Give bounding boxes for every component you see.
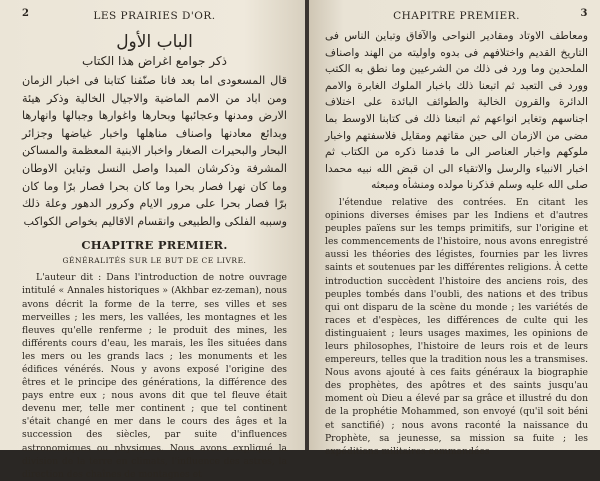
- right-page: [309, 0, 600, 457]
- page-number: 3: [580, 8, 588, 19]
- right-page-header: [325, 6, 588, 28]
- arabic-chapter-subtitle: ذكر جوامع اغراض هذا الكتاب: [82, 54, 227, 68]
- arabic-text-block: ومعاطف الاوتاد ومقادير النواحى والآفاق وتباين الناس فى التاريخ القديم واختلافهم فى بدوه واوليته من الهند واصناف الملحدين وما ورد فى ذلك من الشرعيين وما نطق به الكتب وورد فى التعبد ثم اتبعنا ذلك باخبار الملوك الغابرة والامم الدائرة والقرون الخالية والطوائف البائدة على اختلاف اجناسهم وتغاير انواعهم ثم اتبعنا ذلك فى كتابنا الاوسط بما مضى من الازمان الى حين مقاتهم ومقايل فلاسفتهم واخبار ملوكهم واخبار العناصر الى ما قدمنا ذكره من الكتاب ثم اخبار الانبياء والرسل والاتقياء الى ان قبض الله نبيه محمدا صلى الله عليه وسلم فذكرنا مولده ومنشأه ومبعثه: [325, 30, 588, 192]
- running-head: CHAPITRE PREMIER.: [393, 10, 520, 22]
- page-number: 2: [22, 8, 30, 19]
- french-paragraph: l'étendue relative des contrées. En citant les opinions diverses émises par les Indiens et d'autres peuples païens sur les temps primitifs, sur l'origine et les commencements de l'histoire, nous avons enregistré aussi les théories des légistes, fournies par les livres saints et soutenues par les différentes religions. À cette introduction succèdent l'histoire des anciens rois, des peuples tombés dans l'oubli, des nations et des tribus qui ont disparu de la scène du monde ; les variétés de races et d'espèces, les différences de culte qui les distinguaient ; leurs usages maximes, les opinions de leurs philosophes, l'histoire de leurs rois et de leurs empereurs, telles que la tradition nous les a transmises. Nous avons ajouté à ces faits généraux la biographie des prophètes, des apôtres et des saints jusqu'au moment où Dieu a élevé par sa grâce et illustré du don de la prophétie Mohammed, son envoyé (qu'il soit béni et sanctifié) ; nous avons raconté la naissance du Prophète, sa jeunesse, sa mission sa fuite ; les expéditions militaires commandées: [325, 196, 588, 457]
- left-page-header: [22, 6, 287, 28]
- chapter-subtitle: GÉNÉRALITÉS SUR LE BUT DE CE LIVRE.: [62, 256, 247, 266]
- arabic-text-block: قال المسعودى اما بعد فانا صنّفنا كتابنا فى اخبار الزمان ومن اباد من الامم الماضية والاجيال الخالية وذكر هيئة الارض ومدنها وعجائبها وبحارها واغوارها وجبالها وانهارها وبدائع معادنها واصناف مناهلها واخبار غياضها وجزائر البحار والبحيرات الصغار واخبار الابنية المعظمة والمساكن المشرفة وذكرشان المبدا واصل النسل وتباين الاوطان وما كان نهرا فصار بحرا وما كان بحرا فصار برّا وما كان برّا فصار بحرا على مرور الايام وكرور الدهور وعلة ذلك وسببه الفلكى والطبيعى وانقسام الاقاليم بخواص الكواكب: [22, 74, 287, 228]
- french-text-block: [325, 196, 588, 458]
- french-text-block: [22, 271, 287, 481]
- chapter-title: CHAPITRE PREMIER.: [81, 238, 228, 253]
- french-paragraph: L'auteur dit : Dans l'introduction de notre ouvrage intitulé « Annales historiques » (Akhbar ez-zeman), nous avons décrit la forme de la terre, ses villes et ses merveilles ; les mers, les vallées, les montagnes et les fleuves qu'elle renferme ; le produit des mines, les différents cours d'eau, les marais, les îles situées dans les mers ou les grands lacs ; les monuments et les édifices vénérés. Nous y avons exposé l'origine des êtres et le principe des générations, la différence des pays entre eux ; nous avons dit que tel fleuve était devenu mer, telle mer continent ; que tel continent s'était changé en mer dans le cours des âges et la succession des siècles, par suite d'influences astronomiques ou physiques. Nous avons expliqué la division de la terre en climats, l'influence des astres, la direction des chaînes de montagnes et: [22, 272, 287, 480]
- arabic-chapter-title: الباب الأول: [116, 32, 193, 52]
- running-head: LES PRAIRIES D'OR.: [93, 10, 216, 22]
